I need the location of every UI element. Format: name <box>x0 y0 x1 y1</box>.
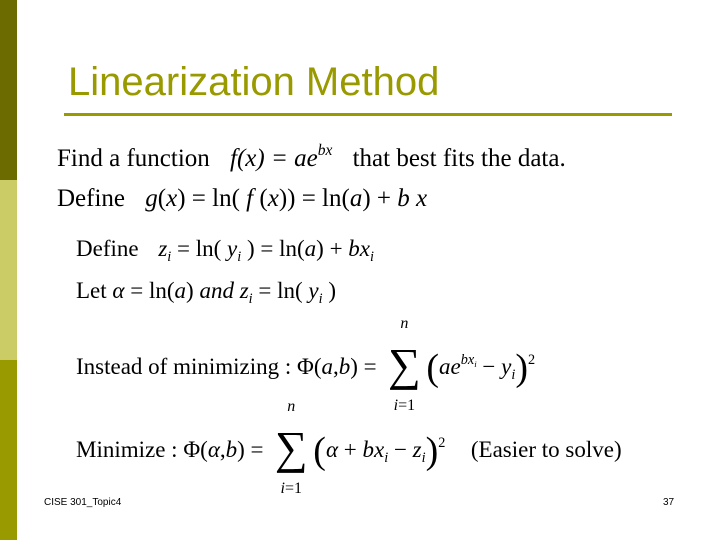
line2-lead: Define <box>57 185 126 212</box>
line6-formula: Φ(α,b) = n ∑ i=1 $(\alpha + bx_i - z_i)^2$ <box>183 398 446 497</box>
line4-lead: Let <box>76 278 107 303</box>
line3-formula: $z_i = \ln$( $y_i$ ) = $\ln(a) + bx_i$ <box>158 236 374 265</box>
line1-formula-exponent: bx <box>317 142 333 159</box>
line-define-g <box>57 186 427 211</box>
line4-formula: α = ln(a) and $z_i = \ln$( $y_i$ ) <box>112 278 336 307</box>
title-underline <box>64 113 672 116</box>
line-let <box>76 279 336 306</box>
page-number: 37 <box>663 497 675 508</box>
slide-title: Linearization Method <box>68 60 440 104</box>
line-define-z <box>76 237 374 264</box>
summation-symbol: n ∑ i=1 <box>274 398 308 497</box>
line1-lead: Find a function <box>57 144 210 172</box>
line6-note: (Easier to solve) <box>470 437 622 462</box>
line5-lead: Instead of minimizing : <box>76 354 292 379</box>
footer-course-label: CISE 301_Topic4 <box>44 497 122 508</box>
line1-formula: f(x) = ae <box>230 144 318 172</box>
line2-formula: g(x) = ln( f (x)) = ln(a) + b x <box>145 185 428 212</box>
line1-tail: that best fits the data. <box>352 144 566 172</box>
decorative-bar-top <box>0 0 17 180</box>
line-minimize <box>76 398 622 497</box>
decorative-bar-middle <box>0 180 17 360</box>
line3-lead: Define <box>76 236 139 261</box>
line-find-function <box>57 143 566 171</box>
decorative-bar-bottom <box>0 360 17 540</box>
line-instead-of-minimizing <box>76 315 536 414</box>
line5-formula: Φ(a,b) = n ∑ i=1 $(ae^{bx_i} - y_i)^2$ <box>297 315 536 414</box>
summation-symbol: n ∑ i=1 <box>387 315 421 414</box>
line6-lead: Minimize : <box>76 437 178 462</box>
